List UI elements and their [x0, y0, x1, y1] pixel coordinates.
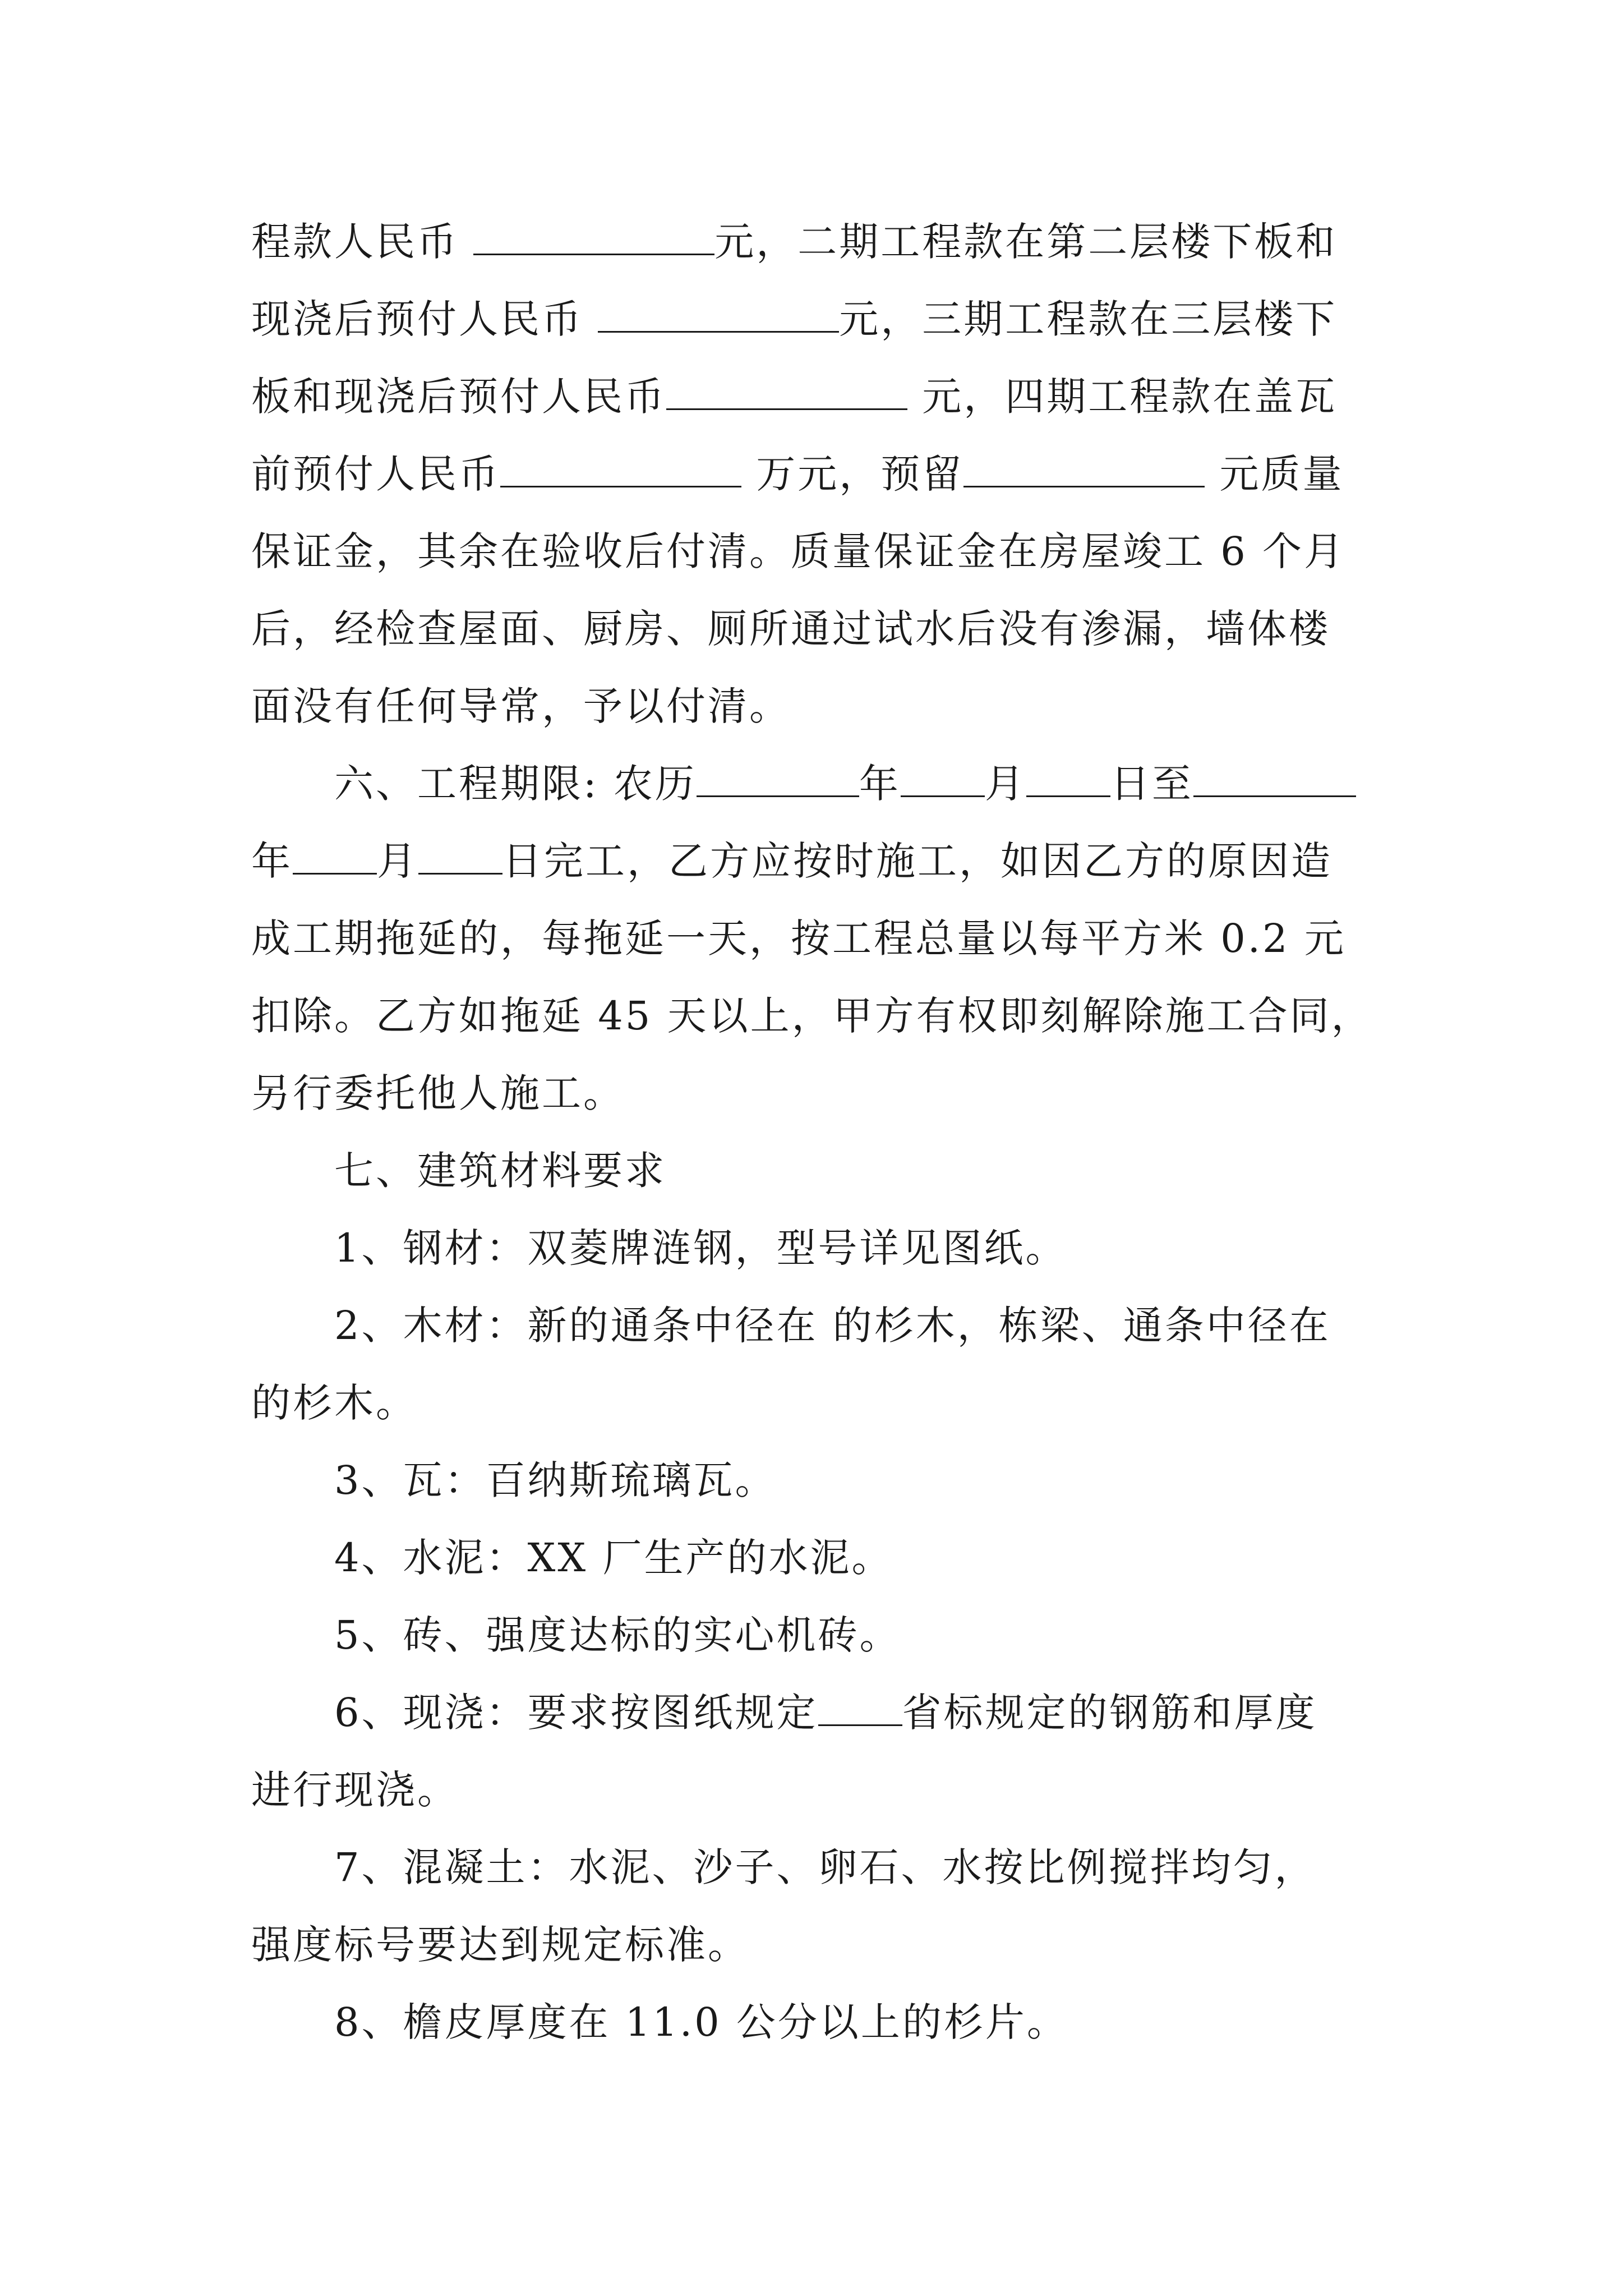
list-item: 7、混凝土：水泥、沙子、卵石、水按比例搅拌均匀，: [334, 1844, 1316, 1890]
paragraph-line: 面没有任何导常，予以付清。: [251, 683, 791, 729]
fill-blank: [963, 451, 1205, 487]
text-segment: 月: [377, 838, 418, 884]
list-item-continuation: 强度标号要达到规定标准。: [251, 1922, 749, 1968]
list-item: 5、砖、强度达标的实心机砖。: [334, 1612, 901, 1658]
list-item-continuation: 进行现浇。: [251, 1767, 459, 1813]
paragraph-line: [251, 449, 1344, 499]
fill-blank: [293, 838, 377, 875]
text-segment: 元，四期工程款在盖瓦: [907, 374, 1338, 420]
text-segment: 年: [859, 761, 901, 807]
fill-blank: [818, 1690, 902, 1726]
text-segment: 六、工程期限: 农历: [334, 761, 697, 807]
list-item-continuation: 的杉木。: [251, 1380, 417, 1426]
fill-blank: [473, 219, 714, 255]
text-segment: 省标规定的钢筋和厚度: [902, 1690, 1317, 1736]
text-segment: 程款人民币: [251, 219, 474, 265]
paragraph-line: 扣除。乙方如拖延 45 天以上，甲方有权即刻解除施工合同，: [251, 993, 1373, 1039]
section-heading: 七、建筑材料要求: [334, 1148, 666, 1194]
paragraph-line: [251, 371, 1337, 422]
paragraph-line: [251, 294, 1337, 344]
paragraph-line: 后，经检查屋面、厨房、厕所通过试水后没有渗漏，墙体楼: [251, 606, 1330, 652]
paragraph-line: [251, 836, 1332, 886]
text-segment: 日至: [1110, 761, 1193, 807]
paragraph-line: [334, 758, 1356, 809]
text-segment: 年: [251, 838, 293, 884]
paragraph-line: 保证金，其余在验收后付清。质量保证金在房屋竣工 6 个月: [251, 528, 1346, 574]
text-segment: 日完工，乙方应按时施工，如因乙方的原因造: [502, 838, 1332, 884]
text-segment: 月: [984, 761, 1026, 807]
list-item: 4、水泥：XX 厂生产的水泥。: [334, 1535, 893, 1581]
text-segment: 6、现浇：要求按图纸规定: [334, 1690, 818, 1736]
text-segment: 元，三期工程款在三层楼下: [839, 296, 1338, 342]
text-segment: 万元，预留: [741, 451, 964, 497]
fill-blank: [666, 374, 907, 410]
list-item: 2、木材：新的通条中径在 的杉木，栋梁、通条中径在: [334, 1303, 1331, 1349]
fill-blank: [901, 761, 985, 797]
list-item: 3、瓦：百纳斯琉璃瓦。: [334, 1457, 777, 1503]
fill-blank: [598, 296, 839, 333]
list-item: 1、钢材：双菱牌涟钢，型号详见图纸。: [334, 1225, 1067, 1271]
fill-blank: [1193, 761, 1356, 797]
fill-blank: [1026, 761, 1110, 797]
fill-blank: [697, 761, 859, 797]
list-item: [334, 1687, 1317, 1738]
text-segment: 元质量: [1205, 451, 1344, 497]
fill-blank: [500, 451, 741, 487]
text-segment: 前预付人民币: [251, 451, 500, 497]
text-segment: 元，二期工程款在第二层楼下板和: [714, 219, 1338, 265]
paragraph-line: 成工期拖延的，每拖延一天，按工程总量以每平方米 0.2 元: [251, 915, 1346, 961]
fill-blank: [418, 838, 502, 875]
list-item: 8、檐皮厚度在 11.0 公分以上的杉片。: [334, 1999, 1068, 2045]
paragraph-line: [251, 217, 1337, 267]
text-segment: 板和现浇后预付人民币: [251, 374, 666, 420]
paragraph-line: 另行委托他人施工。: [251, 1070, 625, 1116]
text-segment: 现浇后预付人民币: [251, 296, 598, 342]
